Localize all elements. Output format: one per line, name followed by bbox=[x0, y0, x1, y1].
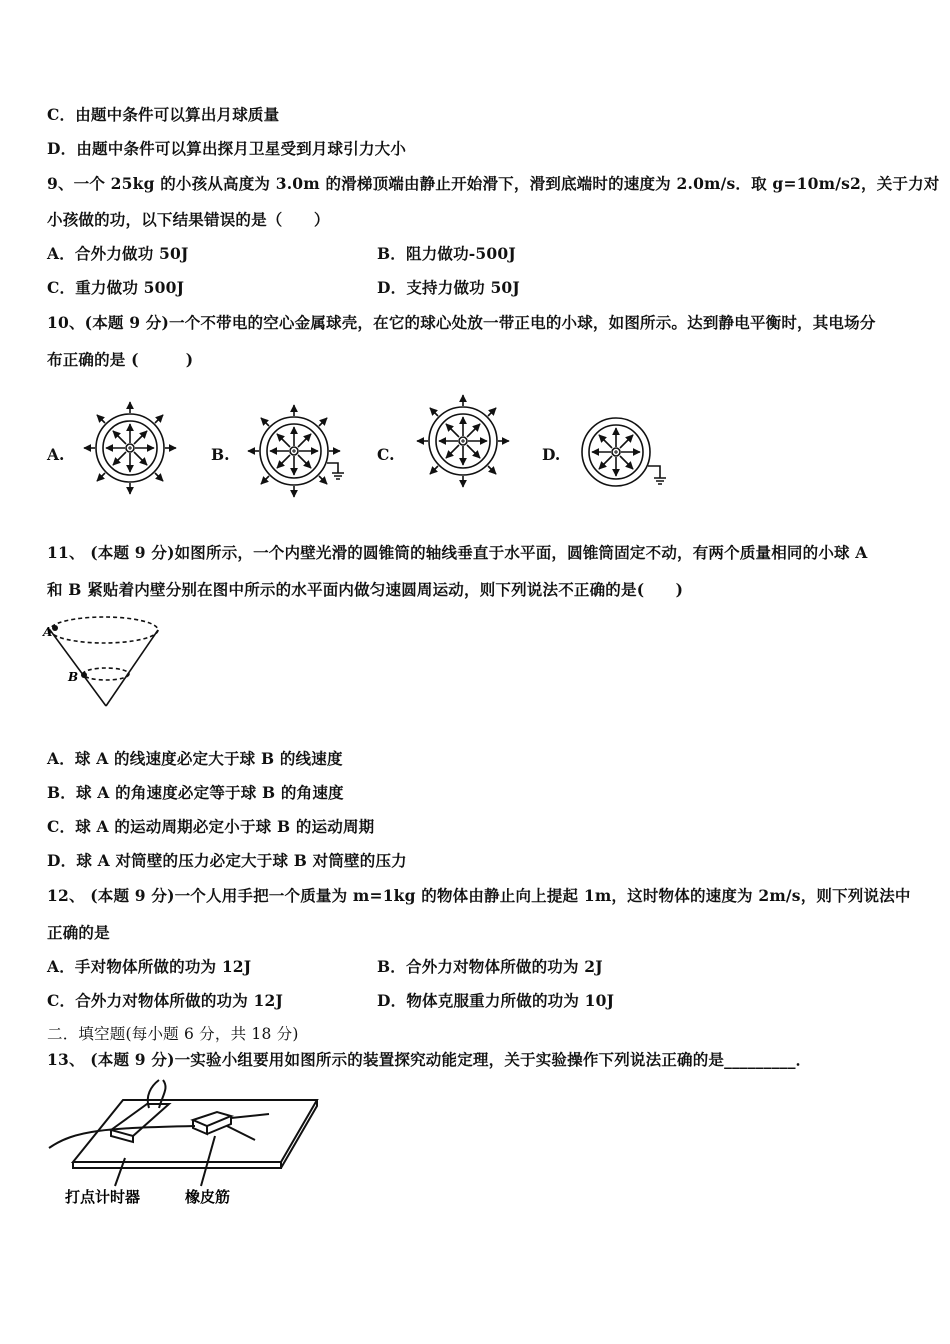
q10-figure-a bbox=[82, 400, 178, 496]
q10-label-b: B. bbox=[211, 445, 230, 464]
q10-figure-b bbox=[246, 403, 346, 499]
q11-option-a: A．球 A 的线速度必定大于球 B 的线速度 bbox=[47, 749, 343, 768]
q13-apparatus-figure bbox=[45, 1078, 325, 1208]
q10-figure-d bbox=[578, 414, 670, 494]
q9-option-a: A．合外力做功 50J bbox=[47, 244, 189, 263]
q11-stem-line2: 和 B 紧贴着内壁分别在图中所示的水平面内做匀速圆周运动，则下列说法不正确的是( ) bbox=[47, 580, 684, 599]
q10-figure-c bbox=[415, 393, 511, 489]
q8-option-d: D．由题中条件可以算出探月卫星受到月球引力大小 bbox=[47, 139, 407, 158]
q13-label-timer: 打点计时器 bbox=[65, 1188, 141, 1206]
q12-stem-line2: 正确的是 bbox=[47, 923, 110, 942]
q11-fig-label-b: B bbox=[68, 670, 79, 684]
q12-option-b: B．合外力对物体所做的功为 2J bbox=[377, 957, 603, 976]
q9-option-d: D．支持力做功 50J bbox=[377, 278, 520, 297]
section-title-fill-in: 二．填空题(每小题 6 分，共 18 分) bbox=[47, 1025, 299, 1043]
q9-stem-line1: 9、一个 25kg 的小孩从高度为 3.0m 的滑梯顶端由静止开始滑下，滑到底端时的速度为 2.0m/s．取 g=10m/s2，关于力对 bbox=[47, 174, 940, 193]
q8-option-c: C．由题中条件可以算出月球质量 bbox=[47, 105, 280, 124]
q11-option-d: D．球 A 对筒壁的压力必定大于球 B 对筒壁的压力 bbox=[47, 851, 407, 870]
q11-option-b: B．球 A 的角速度必定等于球 B 的角速度 bbox=[47, 783, 344, 802]
q11-option-c: C．球 A 的运动周期必定小于球 B 的运动周期 bbox=[47, 817, 375, 836]
q12-option-d: D．物体克服重力所做的功为 10J bbox=[377, 991, 615, 1010]
q12-option-a: A．手对物体所做的功为 12J bbox=[47, 957, 252, 976]
q10-label-a: A. bbox=[47, 445, 65, 464]
q11-stem-line1: 11、 (本题 9 分)如图所示，一个内壁光滑的圆锥筒的轴线垂直于水平面，圆锥筒固定不动，有两个质量相同的小球 A bbox=[47, 543, 868, 562]
q11-cone-figure bbox=[40, 608, 170, 713]
q13-label-rubber-band: 橡皮筋 bbox=[185, 1188, 231, 1206]
q12-stem-line1: 12、 (本题 9 分)一个人用手把一个质量为 m=1kg 的物体由静止向上提起 1m，这时物体的速度为 2m/s，则下列说法中 bbox=[47, 886, 911, 905]
q9-option-c: C．重力做功 500J bbox=[47, 278, 185, 297]
q9-option-b: B．阻力做功-500J bbox=[377, 244, 516, 263]
q12-option-c: C．合外力对物体所做的功为 12J bbox=[47, 991, 284, 1010]
q10-label-d: D. bbox=[542, 445, 561, 464]
q10-stem-line1: 10、(本题 9 分)一个不带电的空心金属球壳，在它的球心处放一带正电的小球，如图所示。达到静电平衡时，其电场分 bbox=[47, 313, 876, 332]
q10-label-c: C. bbox=[377, 445, 395, 464]
q9-stem-line2: 小孩做的功，以下结果错误的是（ ） bbox=[47, 210, 330, 229]
q10-stem-line2: 布正确的是 ( ) bbox=[47, 350, 194, 369]
q11-fig-label-a: A bbox=[43, 625, 53, 639]
q13-stem: 13、 (本题 9 分)一实验小组要用如图所示的装置探究动能定理，关于实验操作下列说法正确的是_________． bbox=[47, 1050, 812, 1069]
